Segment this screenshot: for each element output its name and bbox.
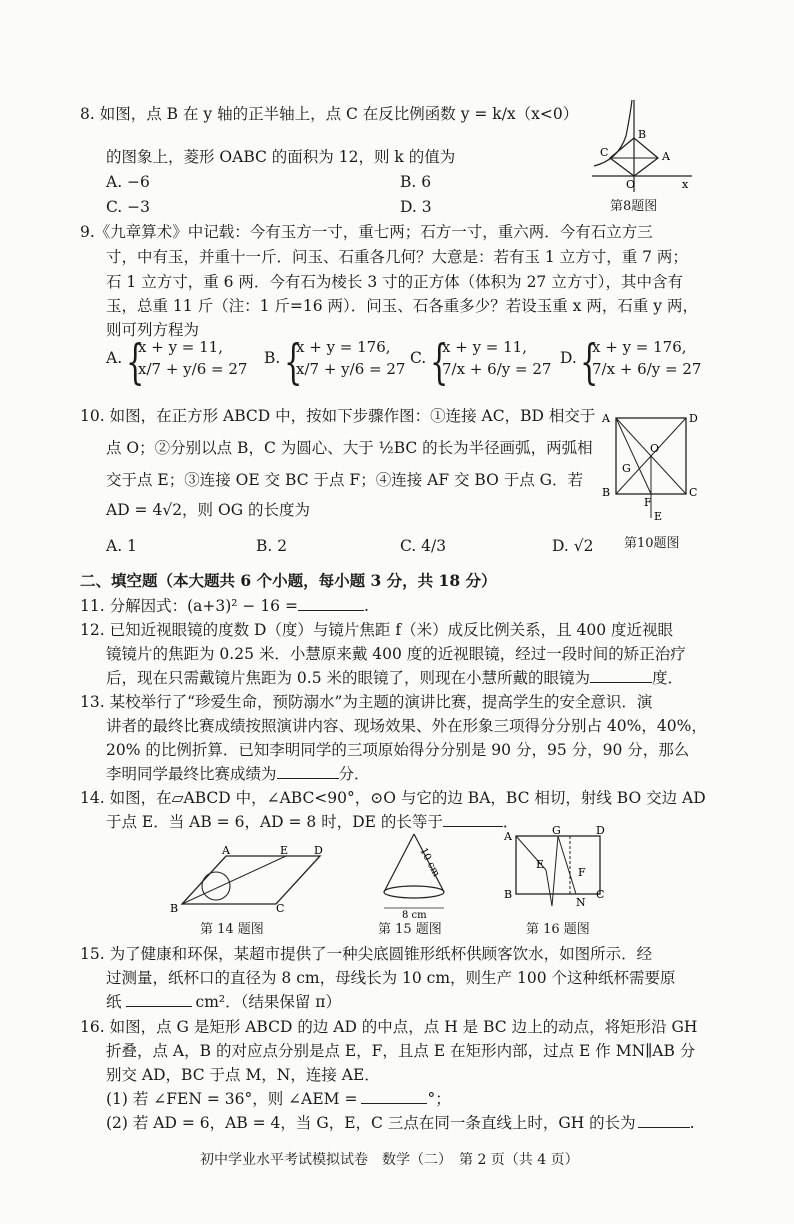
q16-fig-label: C: [596, 888, 605, 901]
q14-fig-label: A: [222, 846, 230, 857]
q16-sub1-answer-blank[interactable]: [361, 1089, 427, 1104]
q9-line3: 石 1 立方寸，重 6 两．今有石为棱长 3 寸的正方体（体积为 27 立方寸），其中含有: [106, 273, 683, 291]
q15-caption: 第 15 题图: [378, 922, 442, 937]
q10-line2: 点 O；②分别以点 B，C 为圆心、大于 ½BC 的长为半径画弧，两弧相: [106, 439, 593, 457]
q10-option-c: C. 4/3: [400, 537, 447, 555]
q10-fig-label: C: [689, 486, 698, 499]
q10-fig-label: E: [654, 510, 663, 523]
q12-line3: [106, 668, 683, 688]
q12-end: 度．: [652, 669, 684, 687]
q14-fig-label: B: [170, 902, 179, 915]
q15-answer-blank[interactable]: [126, 992, 192, 1007]
q16-fig-label: F: [578, 866, 586, 879]
q9-d-eq2: 7/x + 6/y = 27: [592, 360, 702, 378]
q10-caption: 第10题图: [624, 536, 680, 551]
q15-line2: 过测量，纸杯口的直径为 8 cm，母线长为 10 cm，则生产 100 个这种纸杯需要原: [106, 969, 676, 987]
q16-caption: 第 16 题图: [526, 922, 590, 937]
q14-fig-label: E: [280, 846, 289, 857]
q12-prompt: 后，现在只需戴镜片焦距为 0.5 米的眼镜了，则现在小慧所戴的眼镜为: [106, 669, 591, 687]
q16-sub2-prompt: (2) 若 AD = 6，AB = 4，当 G，E，C 三点在同一条直线上时，GH 的长为: [106, 1114, 636, 1132]
q8-option-b: B. 6: [400, 173, 432, 191]
q9-line4: 玉，总重 11 斤（注：1 斤=16 两）．问玉、石各重多少？若设玉重 x 两，石重 y 两，: [106, 297, 698, 315]
q10-fig-label: A: [602, 412, 610, 425]
q9-a-eq2: x/7 + y/6 = 27: [138, 360, 248, 378]
q13-line2: 讲者的最终比赛成绩按照演讲内容、现场效果、外在形象三项得分分别占 40%，40%，: [106, 717, 707, 735]
q16-sub1: [106, 1089, 451, 1109]
section-heading: 二、填空题（本大题共 6 个小题，每小题 3 分，共 18 分）: [80, 571, 497, 590]
q10-fig-label: O: [650, 442, 660, 455]
q16-sub2-end: .: [689, 1114, 695, 1132]
q16-line3: 别交 AD，BC 于点 M，N，连接 AE．: [106, 1066, 380, 1084]
q10-fig-label: B: [602, 486, 611, 499]
q8-figure: [588, 96, 698, 196]
q15-line1: 15. 为了健康和环保，某超市提供了一种尖底圆锥形纸杯供顾客饮水，如图所示．经: [80, 945, 653, 963]
q14-caption: 第 14 题图: [200, 922, 264, 937]
q16-sub1-prompt: (1) 若 ∠FEN = 36°，则 ∠AEM =: [106, 1090, 358, 1108]
q11-answer-blank[interactable]: [298, 596, 364, 611]
q15-figure: [376, 828, 456, 918]
q14-answer-blank[interactable]: [443, 812, 503, 827]
q10-option-a: A. 1: [106, 537, 137, 555]
q15-prompt: 纸: [106, 993, 122, 1011]
q10-line4: AD = 4√2，则 OG 的长度为: [106, 501, 311, 519]
q9-c-eq2: 7/x + 6/y = 27: [442, 360, 552, 378]
q16-fig-label: B: [504, 888, 513, 901]
q8-fig-label: O: [626, 178, 636, 191]
q8-caption: 第8题图: [610, 199, 658, 214]
q9-b-eq1: x + y = 176,: [296, 338, 391, 356]
q10-fig-label: G: [622, 462, 631, 475]
q8-fig-label: x: [682, 178, 689, 191]
q11-text: [80, 596, 369, 616]
q15-end: cm²．（结果保留 π）: [195, 993, 341, 1011]
q13-answer-blank[interactable]: [277, 764, 339, 779]
q14-fig-label: C: [276, 902, 285, 915]
q9-line5: 则可列方程为: [106, 321, 200, 339]
q12-answer-blank[interactable]: [590, 668, 652, 683]
q14-line1: 14. 如图，在▱ABCD 中，∠ABC<90°，⊙O 与它的边 BA，BC 相切，射线 BO 交边 AD: [80, 789, 706, 807]
q16-fig-label: N: [576, 896, 586, 909]
q8-line1: 8. 如图，点 B 在 y 轴的正半轴上，点 C 在反比例函数 y = k/x（x<0）: [80, 105, 579, 123]
q8-line2: 的图象上，菱形 OABC 的面积为 12，则 k 的值为: [106, 148, 456, 166]
q9-c-eq1: x + y = 11,: [442, 338, 527, 356]
q13-end: 分．: [338, 765, 370, 783]
q13-line1: 13. 某校举行了“珍爱生命，预防溺水”为主题的演讲比赛，提高学生的安全意识．演: [80, 693, 653, 711]
page-footer: 初中学业水平考试模拟试卷 数学（二） 第 2 页（共 4 页）: [200, 1152, 579, 1168]
q13-line4: [106, 764, 370, 784]
q9-a-eq1: x + y = 11,: [138, 338, 223, 356]
q10-figure: [600, 410, 700, 525]
q8-fig-label: B: [638, 128, 647, 141]
q16-fig-label: D: [596, 826, 605, 837]
q16-line2: 折叠，点 A，B 的对应点分别是点 E，F，且点 E 在矩形内部，过点 E 作 MN∥AB 分: [106, 1042, 696, 1060]
q13-line3: 20% 的比例折算．已知李明同学的三项原始得分分别是 90 分，95 分，90 分，那么: [106, 741, 690, 759]
q14-fig-label: D: [314, 846, 323, 857]
q9-line2: 寸，中有玉，并重十一斤．问玉、石重各几何？大意是：若有玉 1 立方寸，重 7 两；: [106, 248, 688, 266]
q14-figure: [168, 846, 338, 916]
q8-option-d: D. 3: [400, 198, 432, 216]
q13-prompt: 李明同学最终比赛成绩为: [106, 765, 277, 783]
q10-fig-label: F: [644, 496, 652, 509]
q8-fig-label: A: [662, 150, 670, 163]
q8-fig-label: C: [600, 146, 609, 159]
q8-option-c: C. −3: [106, 198, 151, 216]
q14-prompt: 于点 E．当 AB = 6，AD = 8 时，DE 的长等于: [106, 813, 443, 831]
q16-line1: 16. 如图，点 G 是矩形 ABCD 的边 AD 的中点，点 H 是 BC 边上的动点，将矩形沿 GH: [80, 1018, 698, 1036]
q16-sub2: [106, 1113, 695, 1133]
q16-figure: [500, 826, 610, 921]
q15-fig-diameter-label: 8 cm: [402, 910, 427, 918]
q8-option-a: A. −6: [106, 173, 150, 191]
q10-fig-label: D: [689, 412, 698, 425]
q16-sub2-answer-blank[interactable]: [638, 1113, 690, 1128]
q14-end: ．: [502, 813, 519, 831]
q12-line1: 12. 已知近视眼镜的度数 D（度）与镜片焦距 f（米）成反比例关系，且 400 度近视眼: [80, 621, 674, 639]
q11-end: .: [363, 597, 369, 615]
q16-fig-label: A: [504, 830, 512, 843]
q10-option-d: D. √2: [552, 537, 594, 555]
q10-option-b: B. 2: [256, 537, 288, 555]
q16-fig-label: G: [552, 826, 561, 837]
q9-b-eq2: x/7 + y/6 = 27: [296, 360, 406, 378]
q15-fig-slant-label: 10 cm: [417, 846, 442, 879]
q16-fig-label: E: [536, 858, 545, 871]
q9-d-eq1: x + y = 176,: [592, 338, 687, 356]
q10-line3: 交于点 E；③连接 OE 交 BC 于点 F；④连接 AF 交 BO 于点 G．若: [106, 471, 584, 489]
q10-line1: 10. 如图，在正方形 ABCD 中，按如下步骤作图：①连接 AC，BD 相交于: [80, 407, 596, 425]
q9-line1: 9.《九章算术》中记载：今有玉方一寸，重七两；石方一寸，重六两．今有石立方三: [80, 223, 653, 241]
q16-sub1-end: °；: [427, 1090, 451, 1108]
q11-prompt: 11. 分解因式：(a+3)² − 16 =: [80, 597, 298, 615]
q14-line2: [106, 812, 518, 832]
q12-line2: 镜镜片的焦距为 0.25 米．小慧原来戴 400 度的近视眼镜，经过一段时间的矫正治疗: [106, 645, 686, 663]
q15-line3: [106, 992, 341, 1012]
